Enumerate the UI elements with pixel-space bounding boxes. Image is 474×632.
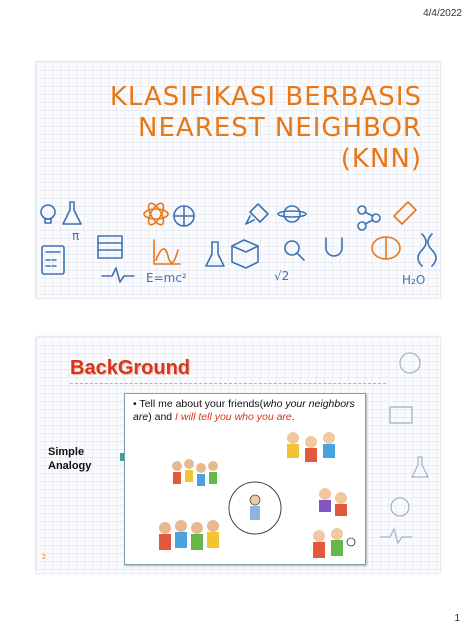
header-date: 4/4/2022 (423, 8, 462, 19)
water-text: H₂O (402, 273, 426, 287)
science-doodles-right (360, 337, 440, 573)
slide-title (110, 82, 422, 175)
slide-number: 2 (42, 554, 46, 561)
heading-divider (70, 383, 386, 384)
analogy-label (48, 445, 91, 473)
analogy-card (124, 393, 366, 565)
flask-icon (63, 202, 81, 224)
graph-icon (154, 240, 180, 264)
page-number: 1 (454, 613, 460, 624)
magnifier-icon (285, 241, 304, 260)
bullet: • (133, 398, 137, 410)
dna-icon (418, 234, 436, 266)
book-icon (232, 240, 258, 268)
formula-text: E=mc² (146, 271, 187, 285)
title-line-3: (KNN) (340, 144, 422, 174)
friends-group-bottom-left (159, 520, 219, 550)
quote-part-2: ) and (148, 411, 176, 423)
title-line-1: KLASIFIKASI BERBASIS (109, 82, 422, 112)
quote-text (133, 398, 359, 424)
thermometer-icon (394, 202, 416, 224)
heartbeat-icon (380, 529, 412, 543)
title-line-2: NEAREST NEIGHBOR (138, 113, 422, 143)
abacus-icon (98, 236, 122, 258)
atom-icon (400, 353, 420, 373)
calculator-icon (42, 246, 64, 274)
magnet-icon (326, 238, 342, 256)
friends-illustration (125, 424, 365, 564)
atom-icon (144, 201, 168, 227)
analogy-line-1: Simple (48, 446, 85, 458)
molecule-icon (358, 206, 380, 230)
slide-heading: BackGround (70, 357, 191, 379)
quote-part-1: Tell me about your friends( (139, 398, 264, 410)
planet-icon (278, 206, 306, 222)
lightbulb-icon (41, 205, 55, 223)
friends-group-top-left (172, 459, 218, 486)
title-slide (36, 62, 440, 298)
quote-italic: who your neighbors are (133, 398, 355, 423)
globe-icon (174, 206, 194, 226)
friends-group-right (319, 488, 347, 516)
pi-symbol: π (72, 229, 80, 243)
book-icon (390, 407, 412, 423)
question-person-icon (250, 495, 260, 520)
science-doodles (36, 198, 440, 298)
analogy-line-2: Analogy (48, 460, 92, 472)
globe-icon (391, 498, 409, 516)
quote-end: . (291, 411, 295, 423)
sqrt-text: √2 (274, 269, 290, 283)
friends-group-top-right (287, 432, 335, 462)
brain-icon (372, 237, 400, 259)
background-slide (36, 337, 440, 573)
beaker-icon (206, 242, 224, 266)
friends-group-bottom-right (313, 528, 355, 558)
rocket-icon (246, 204, 268, 224)
flask-icon (412, 457, 428, 477)
quote-red: I will tell you who you are (175, 411, 292, 423)
heartbeat-icon (102, 268, 134, 282)
